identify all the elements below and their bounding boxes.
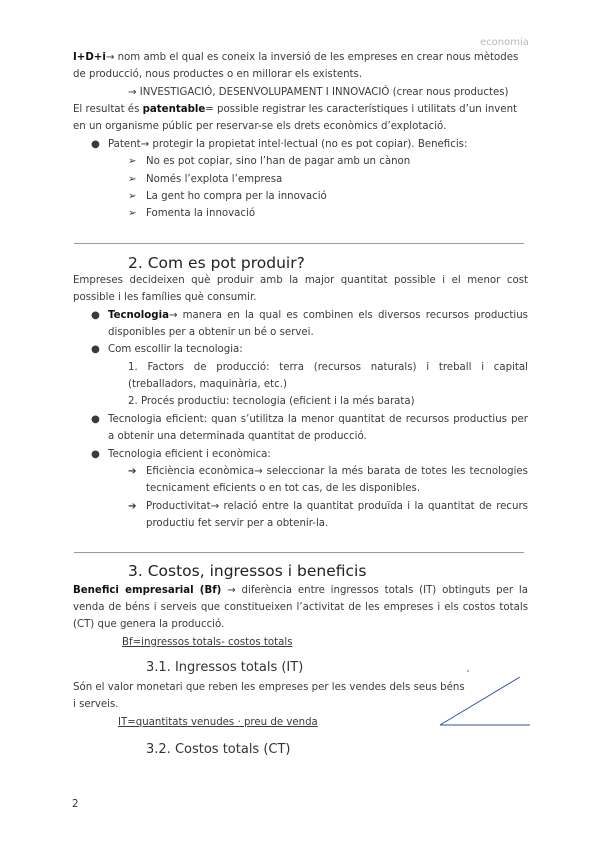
page-header: economia [480,37,529,48]
benefit-text: Fomenta la innovació [146,208,256,219]
arrow-item: Productivitat→ relació entre la quantitat produïda i la quantitat de recurs productiu fet servir per a obtenir-la. [146,501,528,529]
benefit-text: Només l’explota l’empresa [146,174,283,185]
arrow-icon: ➔ [128,501,137,512]
efficient-bullet: Tecnologia eficient: quan s’utilitza la menor quantitat de recursos productius per a obtenir una determinada quantitat de producció. [108,414,528,442]
choose-item: 2. Procés productiu: tecnologia (eficient i la més barata) [128,396,415,407]
it-formula: IT=quantitats venudes · preu de venda [118,717,318,728]
idi-expansion: → INVESTIGACIÓ, DESENVOLUPAMENT I INNOVACIÓ (crear nous productes) [128,87,509,98]
arrow-item: Eficiència econòmica→ seleccionar la més barata de totes les tecnologies tecnicament eficients o en tot cas, de les disponibles. [146,466,528,494]
bf-term: Benefici empresarial (Bf) [73,585,222,596]
result-prefix: El resultat és [73,104,143,115]
section2-heading: 2. Com es pot produir? [128,254,305,272]
choose-item: 1. Factors de producció: terra (recursos naturals) i treball i capital (treballadors, maquinària, etc.) [128,362,528,390]
idi-definition: → nom amb el qual es coneix la inversió de les empreses en crear nous mètodes de producció, nous productes o en millorar els existents. [73,52,519,80]
benefit-item [128,171,282,188]
benefit-item [128,205,255,222]
benefit-text: La gent ho compra per la innovació [146,191,327,202]
benefit-item [128,153,410,170]
tech-term: Tecnologia [108,310,169,321]
section-divider [74,552,524,553]
benefit-item [128,188,327,205]
arrowhead-icon: ➢ [128,208,137,219]
subsection-heading: 3.2. Costos totals (CT) [146,742,291,757]
section2-intro: Empreses decideixen què produir amb la major quantitat possible i el menor cost possible i les famílies què consumir. [73,275,528,303]
bullet-dot-icon: ● [91,139,100,150]
section3-heading: 3. Costos, ingressos i beneficis [128,562,367,580]
bullet-dot-icon: ● [91,414,100,425]
benefit-text: No es pot copiar, sino l’han de pagar amb un cànon [146,156,411,167]
bullet-dot-icon: ● [91,310,100,321]
idi-term: I+D+i [73,52,106,63]
tech-bullet [108,307,528,341]
bf-definition: → diferència entre ingressos totals (IT) obtinguts per la venda de béns i serveis que constitueixen l’activitat de les empreses i els costos totals (CT) que genera la producció. [73,585,529,630]
economic-bullet: Tecnologia eficient i econòmica: [108,449,271,460]
revenue-line [440,677,520,725]
arrowhead-icon: ➢ [128,156,137,167]
patentable-definition: = possible registrar les característiques i utilitats d’un invent en un organisme públic per reservar-se els drets econòmics d’explotació. [73,104,518,132]
subsection-heading: 3.1. Ingressos totals (IT) [146,660,304,675]
tech-definition: → manera en la qual es combinen els diversos recursos productius disponibles per a obtenir un bé o servei. [108,310,528,338]
bullet-dot-icon: ● [91,344,100,355]
axis-mark [467,670,469,672]
it-paragraph: Són el valor monetari que reben les empreses per les vendes dels seus béns i serveis. [73,682,465,710]
page-number: 2 [72,799,79,810]
choose-bullet: Com escollir la tecnologia: [108,344,243,355]
idi-paragraph [73,49,528,83]
bf-formula: Bf=ingressos totals- costos totals [122,637,293,648]
patent-bullet: Patent→ protegir la propietat intel·lectual (no es pot copiar). Beneficis: [108,139,468,150]
patentable-paragraph [73,101,528,135]
patentable-term: patentable [142,104,206,115]
arrow-icon: ➔ [128,466,137,477]
bullet-dot-icon: ● [91,449,100,460]
bf-paragraph [73,582,528,633]
arrowhead-icon: ➢ [128,174,137,185]
arrowhead-icon: ➢ [128,191,137,202]
section-divider [74,243,524,244]
revenue-line-sketch [435,665,535,735]
